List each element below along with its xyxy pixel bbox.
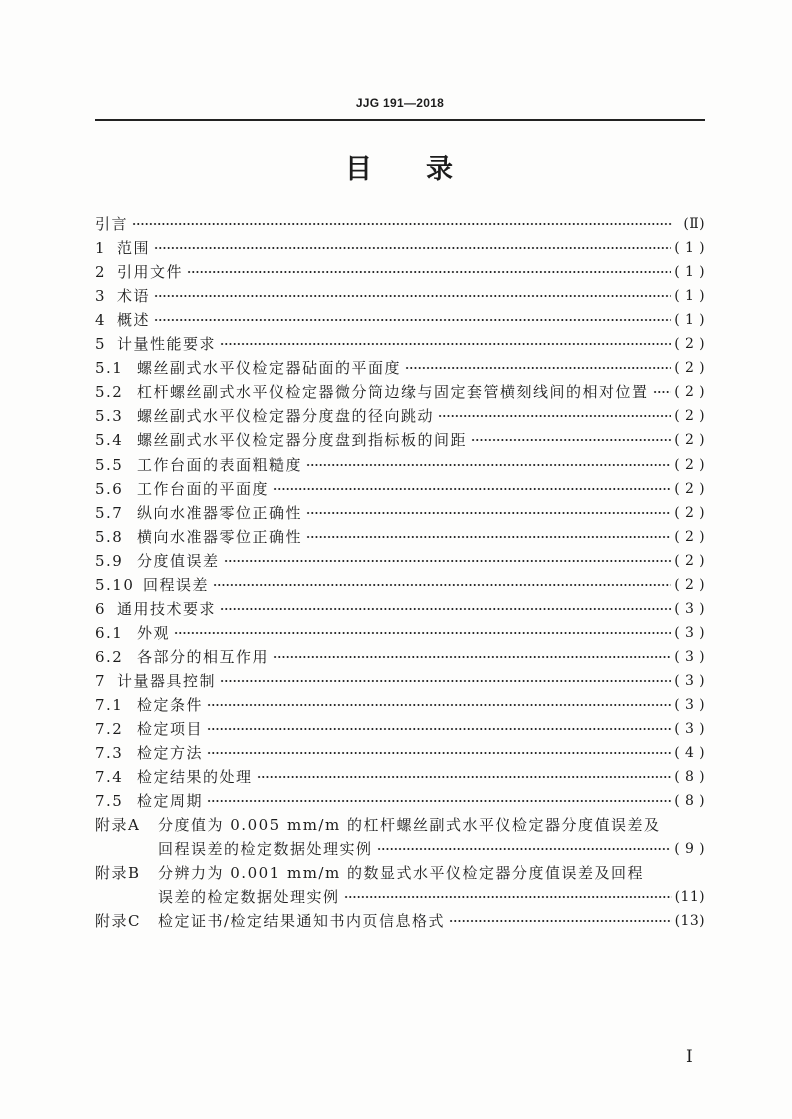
toc-title: 纵向水准器零位正确性 [137, 503, 303, 522]
toc-leader-dots [344, 887, 672, 907]
toc-page-number: ( 2 ) [674, 360, 705, 377]
toc-leader-dots [154, 238, 671, 258]
toc-page-number: ( 3 ) [674, 697, 705, 713]
toc-title: 检定项目 [137, 720, 204, 739]
toc-title: 工作台面的表面粗糙度 [137, 455, 303, 474]
toc-entry-continuation [95, 887, 705, 907]
toc-page-number: ( 3 ) [674, 600, 705, 617]
toc-number: 6.1 [95, 623, 124, 642]
toc-page-number: ( 3 ) [674, 721, 705, 738]
toc-leader-dots [132, 214, 672, 234]
toc-number: 附录C [95, 912, 141, 931]
toc-page-number: ( 1 ) [674, 312, 705, 329]
toc-page-number: ( 2 ) [674, 576, 705, 593]
toc-number: 7.2 [95, 720, 124, 739]
toc-page-number: ( 2 ) [674, 504, 705, 521]
toc-entry [95, 310, 705, 330]
toc-number: 5 [95, 335, 107, 354]
toc-leader-dots [174, 623, 671, 643]
toc-number: 4 [95, 311, 107, 330]
toc-leader-dots [224, 551, 672, 571]
toc-entry [95, 286, 705, 306]
toc-number: 5.6 [95, 479, 124, 498]
toc-leader-dots [306, 527, 671, 547]
toc-page-number: (13) [674, 913, 705, 930]
toc-entry [95, 238, 705, 258]
toc-entry [95, 382, 705, 402]
toc-number: 6.2 [95, 647, 124, 666]
toc-number: 3 [95, 287, 107, 306]
toc-entry [95, 406, 705, 426]
footer-page-number: I [686, 1047, 693, 1067]
toc-entry [95, 815, 705, 835]
toc-title: 杠杆螺丝副式水平仪检定器微分筒边缘与固定套管横刻线间的相对位置 [137, 383, 649, 402]
toc-entry [95, 623, 705, 643]
toc-number: 5.3 [95, 407, 124, 426]
toc-title: 检定方法 [137, 744, 204, 763]
toc-title: 术语 [117, 287, 151, 306]
toc-leader-dots [306, 503, 671, 523]
toc-entry [95, 455, 705, 475]
toc-leader-dots [207, 743, 671, 763]
document-code: JJG 191—2018 [355, 96, 445, 110]
toc-number: 7.3 [95, 744, 124, 763]
toc-title: 范围 [117, 239, 151, 258]
toc-entry [95, 575, 705, 595]
toc-title: 回程误差的检定数据处理实例 [158, 840, 373, 859]
toc-title: 外观 [137, 623, 171, 642]
toc-title: 检定条件 [137, 696, 204, 714]
toc-title: 检定结果的处理 [137, 768, 253, 787]
toc-entry [95, 767, 705, 787]
toc-leader-dots [405, 358, 671, 378]
toc-title: 工作台面的平面度 [137, 479, 270, 498]
toc-number: 5.5 [95, 455, 124, 474]
toc-page-number: (11) [674, 889, 705, 906]
toc-leader-dots [471, 430, 671, 450]
toc-number: 5.8 [95, 527, 124, 546]
toc-page-number: ( 1 ) [674, 264, 705, 281]
toc-title: 回程误差 [143, 575, 210, 594]
toc-leader-dots [220, 599, 671, 619]
toc-entry [95, 551, 705, 571]
toc-title: 螺丝副式水平仪检定器分度盘的径向跳动 [137, 407, 435, 426]
toc-page-number: (Ⅱ) [683, 216, 705, 232]
toc-leader-dots [207, 695, 671, 715]
toc-page-number: ( 2 ) [674, 432, 705, 449]
toc-page-number: ( 2 ) [674, 552, 705, 569]
toc-title: 计量器具控制 [117, 671, 217, 690]
toc-title: 引用文件 [117, 263, 184, 282]
toc-page-number: ( 2 ) [674, 480, 705, 497]
toc-page-number: ( 3 ) [674, 648, 705, 665]
toc-title: 分辨力为 0.001 mm/m 的数显式水平仪检定器分度值误差及回程 [158, 864, 644, 883]
toc-title: 概述 [117, 311, 151, 330]
toc-page-number: ( 3 ) [674, 672, 705, 689]
toc-leader-dots [207, 719, 671, 739]
toc-number: 附录B [95, 864, 141, 883]
toc-leader-dots [187, 262, 671, 282]
toc-leader-dots [207, 791, 671, 811]
toc-leader-dots [273, 479, 671, 499]
toc-page-number: ( 8 ) [674, 769, 705, 786]
toc-leader-dots [220, 671, 671, 691]
toc-number: 1 [95, 239, 107, 258]
toc-title: 各部分的相互作用 [137, 647, 270, 666]
toc-entry [95, 358, 705, 378]
toc-entry [95, 334, 705, 354]
toc-number: 5.10 [95, 575, 135, 594]
toc-title: 分度值为 0.005 mm/m 的杠杆螺丝副式水平仪检定器分度值误差及 [158, 816, 661, 835]
toc-number: 7.1 [95, 696, 124, 714]
toc-entry-continuation [95, 839, 705, 859]
toc-entry [95, 527, 705, 547]
toc-leader-dots [154, 286, 671, 306]
toc-entry [95, 743, 705, 763]
toc-entry [95, 695, 705, 715]
toc-leader-dots [306, 455, 671, 475]
toc-number: 2 [95, 263, 107, 282]
toc-leader-dots [273, 647, 671, 667]
toc-leader-dots [653, 382, 672, 402]
toc-page-number: ( 2 ) [674, 384, 705, 401]
toc-title: 螺丝副式水平仪检定器分度盘到指标板的间距 [137, 431, 468, 450]
toc-number: 5.7 [95, 503, 124, 522]
toc-entry [95, 671, 705, 691]
toc-leader-dots [438, 406, 671, 426]
toc-title: 检定证书/检定结果通知书内页信息格式 [158, 912, 446, 931]
toc-entry [95, 791, 705, 811]
toc-title: 计量性能要求 [117, 335, 217, 354]
toc-entry [95, 503, 705, 523]
toc-title: 引言 [95, 215, 129, 233]
toc-number: 7.4 [95, 768, 124, 787]
toc-entry [95, 430, 705, 450]
toc-leader-dots [377, 839, 672, 859]
toc-leader-dots [220, 334, 671, 354]
toc-page-number: ( 3 ) [674, 624, 705, 641]
toc-page-number: ( 8 ) [674, 793, 705, 810]
toc-number: 5.1 [95, 359, 124, 378]
toc-leader-dots [449, 911, 672, 931]
toc-entry [95, 599, 705, 619]
toc-page-number: ( 2 ) [674, 408, 705, 425]
page-title: 目 录 [345, 154, 453, 185]
toc-entry [95, 262, 705, 282]
toc-entry [95, 911, 705, 931]
toc-page-number: ( 4 ) [674, 745, 705, 762]
toc-page-number: ( 2 ) [674, 528, 705, 545]
toc-title: 检定周期 [137, 792, 204, 811]
toc-leader-dots [213, 575, 671, 595]
toc-number: 7.5 [95, 792, 124, 811]
toc-title: 分度值误差 [137, 551, 220, 570]
toc-title: 螺丝副式水平仪检定器砧面的平面度 [137, 359, 402, 378]
toc-entry [95, 719, 705, 739]
toc-entry [95, 863, 705, 883]
toc-page-number: ( 9 ) [674, 841, 705, 858]
toc-number: 5.9 [95, 551, 124, 570]
toc-page-number: ( 2 ) [674, 336, 705, 353]
toc-leader-dots [154, 310, 671, 330]
toc-entry [95, 214, 705, 234]
toc-leader-dots [257, 767, 672, 787]
toc-number: 5.4 [95, 431, 124, 450]
toc-title: 通用技术要求 [117, 599, 217, 618]
toc-number: 6 [95, 599, 107, 618]
toc-title: 横向水准器零位正确性 [137, 527, 303, 546]
toc-title: 误差的检定数据处理实例 [158, 888, 340, 907]
toc-number: 7 [95, 671, 107, 690]
toc-entry [95, 479, 705, 499]
toc-entry [95, 647, 705, 667]
toc-page-number: ( 1 ) [674, 288, 705, 305]
toc-number: 5.2 [95, 383, 124, 402]
toc-page-number: ( 2 ) [674, 456, 705, 473]
toc-page-number: ( 1 ) [674, 240, 705, 257]
toc-number: 附录A [95, 816, 141, 835]
